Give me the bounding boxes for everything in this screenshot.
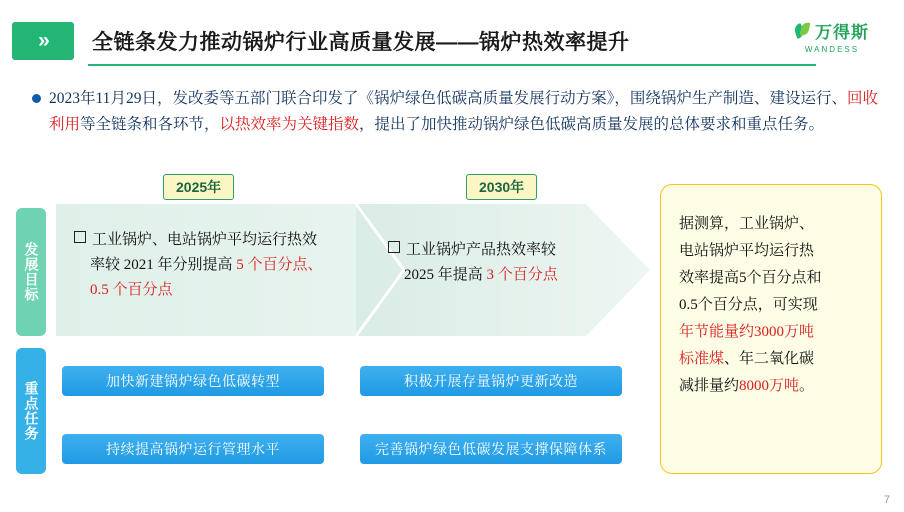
year-pill-2030: 2030年 — [466, 174, 537, 200]
logo-text-en: WANDESS — [804, 45, 860, 54]
callout-line-5: 年节能量约3000万吨 — [679, 324, 815, 340]
callout-line-1: 据测算，工业锅炉、 — [679, 216, 815, 232]
year-pill-2025: 2025年 — [163, 174, 234, 200]
section-label-tasks — [16, 348, 46, 474]
goal-2025-line3-red: 0.5 个百分点 — [90, 282, 173, 298]
task-item-4[interactable]: 完善锅炉绿色低碳发展支撑保障体系 — [360, 434, 622, 464]
callout-line-2: 电站锅炉平均运行热 — [679, 243, 815, 259]
lead-highlight-1: 回收利用 — [49, 90, 878, 133]
task-item-2[interactable]: 积极开展存量锅炉更新改造 — [360, 366, 622, 396]
section-label-goals-text: 发展目标 — [23, 242, 40, 302]
lead-text — [49, 86, 878, 138]
callout-line-6-rest: 、年二氧化碳 — [724, 351, 815, 367]
brand-logo — [776, 14, 888, 58]
slide-header — [0, 0, 904, 72]
goal-2025-line1: 工业锅炉、电站锅炉平均运行热效 — [92, 232, 318, 248]
page-number: 7 — [883, 494, 890, 506]
bullet-icon — [32, 94, 41, 103]
callout-box — [660, 184, 882, 474]
callout-line-7-pre: 减排量约 — [679, 378, 740, 394]
task-item-3[interactable]: 持续提高锅炉运行管理水平 — [62, 434, 324, 464]
double-chevron-icon: » — [12, 22, 74, 60]
callout-text — [679, 211, 863, 400]
callout-line-4: 0.5个百分点，可实现 — [679, 297, 818, 313]
goal-2030-line2-red: 3 个百分点 — [486, 267, 558, 283]
page-title: 全链条发力推动锅炉行业高质量发展——锅炉热效率提升 — [92, 31, 630, 54]
leaf-icon — [795, 22, 811, 40]
lead-part-2: 等全链条和各环节， — [80, 116, 220, 133]
goal-2025-text — [74, 228, 344, 303]
task-item-1[interactable]: 加快新建锅炉绿色低碳转型 — [62, 366, 324, 396]
callout-line-3: 效率提高5个百分点和 — [679, 270, 822, 286]
lead-part-3: ，提出了加快推动锅炉绿色低碳高质量发展的总体要求和重点任务。 — [359, 116, 825, 133]
goal-2030-line1: 工业锅炉产品热效率较 — [406, 242, 557, 258]
lead-part-1: 2023年11月29日，发改委等五部门联合印发了《锅炉绿色低碳高质量发展行动方案》，围绕锅炉生产制造、建设运行、 — [49, 90, 847, 107]
goal-2025-line2-red: 5 个百分点、 — [236, 257, 323, 273]
goal-2025-line2-pre: 率较 2021 年分别提高 — [90, 257, 237, 273]
checkbox-square-icon — [74, 231, 86, 243]
goal-2030-text — [388, 238, 638, 288]
header-divider — [88, 64, 816, 66]
logo-text-cn: 万得斯 — [815, 23, 869, 42]
callout-line-7-post: 。 — [799, 378, 815, 394]
section-label-goals — [16, 208, 46, 336]
goal-2030-line2-pre: 2025 年提高 — [404, 267, 487, 283]
section-label-tasks-text: 重点任务 — [23, 381, 40, 441]
callout-line-6-red: 标准煤 — [679, 351, 725, 367]
lead-paragraph — [32, 86, 878, 138]
callout-line-7-red: 8000万吨 — [739, 378, 800, 394]
checkbox-square-icon — [388, 241, 400, 253]
lead-highlight-2: 以热效率为关键指数 — [219, 116, 360, 133]
